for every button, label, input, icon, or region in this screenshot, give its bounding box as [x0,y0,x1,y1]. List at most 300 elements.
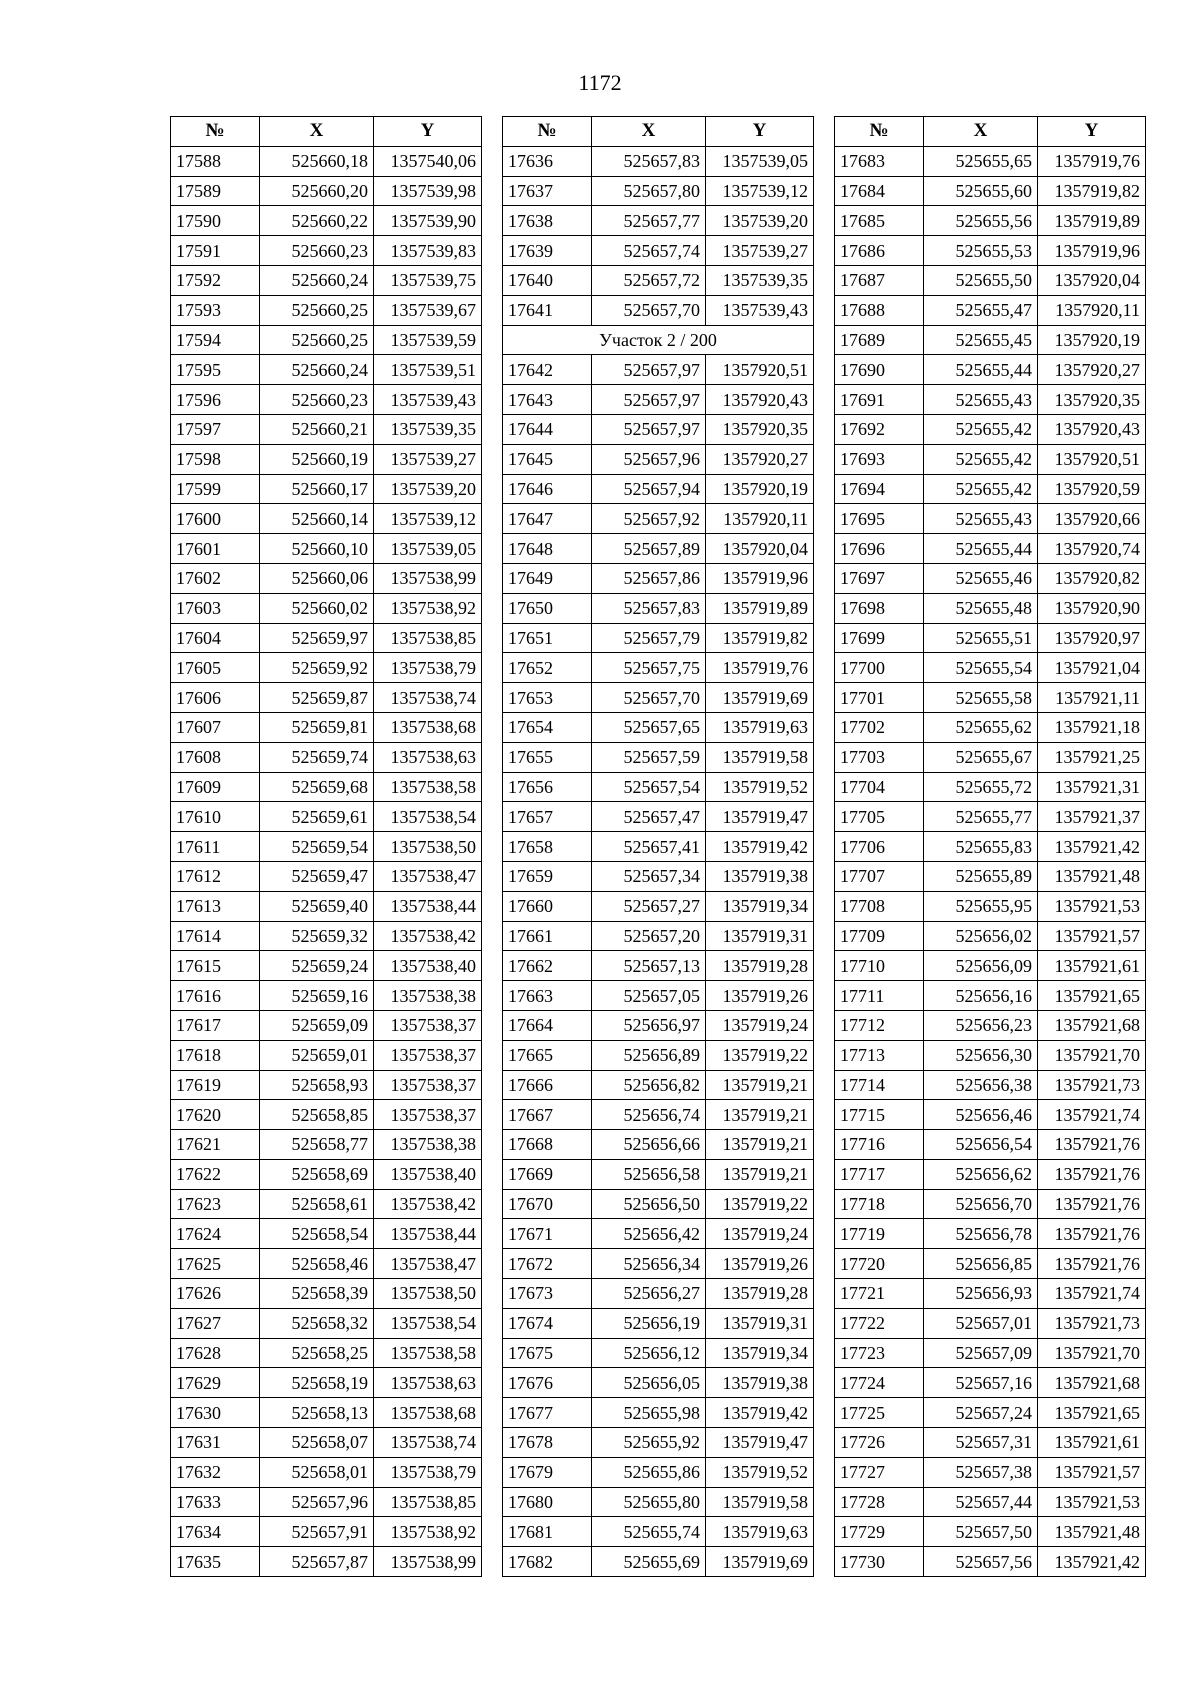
section-row [503,325,814,355]
y-coordinate-cell: 1357539,59 [374,325,482,355]
y-coordinate-cell: 1357919,76 [706,653,814,683]
y-coordinate-cell: 1357538,40 [374,951,482,981]
point-number-cell: 17657 [503,802,592,832]
x-coordinate-cell: 525659,68 [260,772,374,802]
table-row [503,981,814,1011]
table-row [171,712,482,742]
table-row [171,1517,482,1547]
y-coordinate-cell: 1357921,31 [1038,772,1146,802]
point-number-cell: 17601 [171,534,260,564]
x-coordinate-cell: 525657,87 [260,1547,374,1577]
x-coordinate-cell: 525655,58 [924,683,1038,713]
y-coordinate-cell: 1357921,57 [1038,1457,1146,1487]
point-number-cell: 17690 [835,355,924,385]
table-row [835,1517,1146,1547]
table-row [503,1130,814,1160]
x-coordinate-cell: 525655,72 [924,772,1038,802]
point-number-cell: 17671 [503,1219,592,1249]
x-coordinate-cell: 525660,19 [260,444,374,474]
x-coordinate-cell: 525657,09 [924,1338,1038,1368]
point-number-cell: 17725 [835,1398,924,1428]
point-number-cell: 17702 [835,712,924,742]
y-coordinate-cell: 1357920,35 [1038,385,1146,415]
y-coordinate-cell: 1357538,85 [374,623,482,653]
x-coordinate-cell: 525660,06 [260,563,374,593]
y-coordinate-cell: 1357539,20 [374,474,482,504]
y-coordinate-cell: 1357921,74 [1038,1100,1146,1130]
y-coordinate-cell: 1357921,37 [1038,802,1146,832]
x-coordinate-cell: 525659,40 [260,891,374,921]
point-number-cell: 17696 [835,534,924,564]
point-number-cell: 17682 [503,1547,592,1577]
x-coordinate-cell: 525655,48 [924,593,1038,623]
x-coordinate-cell: 525658,93 [260,1070,374,1100]
table-row [503,534,814,564]
x-coordinate-cell: 525655,42 [924,414,1038,444]
point-number-cell: 17656 [503,772,592,802]
x-coordinate-cell: 525656,19 [592,1308,706,1338]
y-coordinate-cell: 1357538,44 [374,891,482,921]
table-row [835,802,1146,832]
x-coordinate-cell: 525657,96 [260,1487,374,1517]
y-coordinate-cell: 1357920,82 [1038,563,1146,593]
x-coordinate-cell: 525657,96 [592,444,706,474]
x-coordinate-cell: 525656,12 [592,1338,706,1368]
y-coordinate-cell: 1357920,51 [1038,444,1146,474]
point-number-cell: 17697 [835,563,924,593]
point-number-cell: 17623 [171,1189,260,1219]
point-number-cell: 17670 [503,1189,592,1219]
y-coordinate-cell: 1357919,24 [706,1219,814,1249]
table-row [171,742,482,772]
point-number-cell: 17668 [503,1130,592,1160]
table-row [503,1457,814,1487]
table-row [835,1457,1146,1487]
point-number-cell: 17695 [835,504,924,534]
y-coordinate-cell: 1357921,68 [1038,1368,1146,1398]
point-number-cell: 17691 [835,385,924,415]
x-coordinate-cell: 525655,92 [592,1428,706,1458]
y-coordinate-cell: 1357538,68 [374,712,482,742]
point-number-cell: 17714 [835,1070,924,1100]
x-coordinate-cell: 525657,50 [924,1517,1038,1547]
x-coordinate-cell: 525657,70 [592,295,706,325]
table-row [171,772,482,802]
table-row [835,504,1146,534]
point-number-cell: 17689 [835,325,924,355]
y-coordinate-cell: 1357921,53 [1038,891,1146,921]
point-number-cell: 17677 [503,1398,592,1428]
y-coordinate-cell: 1357921,57 [1038,921,1146,951]
point-number-cell: 17661 [503,921,592,951]
y-coordinate-cell: 1357539,75 [374,265,482,295]
y-coordinate-cell: 1357919,89 [706,593,814,623]
point-number-cell: 17728 [835,1487,924,1517]
y-coordinate-cell: 1357919,69 [706,683,814,713]
y-coordinate-cell: 1357921,25 [1038,742,1146,772]
x-coordinate-cell: 525656,30 [924,1040,1038,1070]
table-header-row [835,117,1146,147]
x-coordinate-cell: 525657,24 [924,1398,1038,1428]
y-coordinate-cell: 1357919,34 [706,1338,814,1368]
y-coordinate-cell: 1357538,99 [374,1547,482,1577]
table-row [835,176,1146,206]
y-coordinate-cell: 1357919,47 [706,802,814,832]
y-coordinate-cell: 1357539,35 [706,265,814,295]
y-coordinate-cell: 1357538,92 [374,593,482,623]
y-coordinate-cell: 1357539,05 [706,146,814,176]
y-coordinate-cell: 1357919,82 [706,623,814,653]
y-coordinate-cell: 1357920,43 [706,385,814,415]
y-coordinate-cell: 1357921,53 [1038,1487,1146,1517]
x-coordinate-cell: 525655,44 [924,355,1038,385]
x-coordinate-cell: 525657,74 [592,236,706,266]
x-coordinate-cell: 525655,53 [924,236,1038,266]
point-number-cell: 17716 [835,1130,924,1160]
x-coordinate-cell: 525656,78 [924,1219,1038,1249]
y-coordinate-cell: 1357920,27 [706,444,814,474]
point-number-cell: 17708 [835,891,924,921]
y-coordinate-cell: 1357539,20 [706,206,814,236]
table-row [171,861,482,891]
point-number-cell: 17675 [503,1338,592,1368]
point-number-cell: 17612 [171,861,260,891]
point-number-cell: 17621 [171,1130,260,1160]
x-coordinate-cell: 525655,54 [924,653,1038,683]
y-coordinate-cell: 1357919,58 [706,742,814,772]
table-row [503,832,814,862]
y-coordinate-cell: 1357538,38 [374,1130,482,1160]
table-row [171,981,482,1011]
point-number-cell: 17635 [171,1547,260,1577]
table-row [835,921,1146,951]
table-row [503,921,814,951]
y-coordinate-cell: 1357919,21 [706,1159,814,1189]
table-row [835,1130,1146,1160]
coordinates-table-3 [834,116,1146,1577]
y-coordinate-cell: 1357539,83 [374,236,482,266]
point-number-cell: 17667 [503,1100,592,1130]
table-row [503,742,814,772]
y-coordinate-cell: 1357921,48 [1038,861,1146,891]
table-row [835,1547,1146,1577]
table-row [835,236,1146,266]
x-coordinate-cell: 525656,89 [592,1040,706,1070]
y-coordinate-cell: 1357919,96 [1038,236,1146,266]
point-number-cell: 17706 [835,832,924,862]
y-coordinate-cell: 1357538,50 [374,832,482,862]
y-coordinate-cell: 1357921,70 [1038,1338,1146,1368]
point-number-cell: 17658 [503,832,592,862]
table-row [835,832,1146,862]
point-number-cell: 17636 [503,146,592,176]
y-coordinate-cell: 1357919,47 [706,1428,814,1458]
y-coordinate-cell: 1357919,69 [706,1547,814,1577]
x-coordinate-cell: 525655,74 [592,1517,706,1547]
table-row [503,1428,814,1458]
point-number-cell: 17614 [171,921,260,951]
x-coordinate-cell: 525655,69 [592,1547,706,1577]
point-number-cell: 17639 [503,236,592,266]
y-coordinate-cell: 1357539,98 [374,176,482,206]
table-row [503,236,814,266]
point-number-cell: 17721 [835,1279,924,1309]
point-number-cell: 17715 [835,1100,924,1130]
point-number-cell: 17622 [171,1159,260,1189]
point-number-cell: 17624 [171,1219,260,1249]
y-coordinate-cell: 1357538,99 [374,563,482,593]
y-coordinate-cell: 1357538,40 [374,1159,482,1189]
table-row [171,325,482,355]
x-coordinate-cell: 525657,13 [592,951,706,981]
point-number-cell: 17648 [503,534,592,564]
point-number-cell: 17730 [835,1547,924,1577]
table-header-row [171,117,482,147]
y-coordinate-cell: 1357919,89 [1038,206,1146,236]
table-row [835,653,1146,683]
y-coordinate-cell: 1357919,31 [706,1308,814,1338]
y-coordinate-cell: 1357539,51 [374,355,482,385]
point-number-cell: 17729 [835,1517,924,1547]
y-coordinate-cell: 1357919,38 [706,1368,814,1398]
point-number-cell: 17665 [503,1040,592,1070]
x-coordinate-cell: 525656,58 [592,1159,706,1189]
table-row [171,504,482,534]
point-number-cell: 17596 [171,385,260,415]
y-coordinate-cell: 1357919,26 [706,981,814,1011]
x-coordinate-cell: 525655,47 [924,295,1038,325]
table-row [171,593,482,623]
y-coordinate-cell: 1357539,35 [374,414,482,444]
table-row [171,1428,482,1458]
table-row [503,1010,814,1040]
y-coordinate-cell: 1357919,76 [1038,146,1146,176]
point-number-cell: 17727 [835,1457,924,1487]
table-row [503,1368,814,1398]
coordinates-table-1 [170,116,482,1577]
point-number-cell: 17659 [503,861,592,891]
x-coordinate-cell: 525655,44 [924,534,1038,564]
table-row [171,951,482,981]
x-coordinate-cell: 525658,01 [260,1457,374,1487]
y-coordinate-cell: 1357921,65 [1038,981,1146,1011]
y-coordinate-cell: 1357919,22 [706,1040,814,1070]
point-number-cell: 17599 [171,474,260,504]
point-number-cell: 17593 [171,295,260,325]
table-row [503,772,814,802]
x-coordinate-cell: 525657,92 [592,504,706,534]
x-coordinate-cell: 525657,05 [592,981,706,1011]
table-row [835,1010,1146,1040]
point-number-cell: 17703 [835,742,924,772]
point-number-cell: 17646 [503,474,592,504]
point-number-cell: 17686 [835,236,924,266]
y-coordinate-cell: 1357919,82 [1038,176,1146,206]
table-row [835,891,1146,921]
table-row [171,1279,482,1309]
table-row [835,623,1146,653]
x-coordinate-cell: 525660,20 [260,176,374,206]
x-coordinate-cell: 525659,87 [260,683,374,713]
y-coordinate-cell: 1357921,73 [1038,1308,1146,1338]
table-row [835,742,1146,772]
point-number-cell: 17632 [171,1457,260,1487]
table-row [503,1100,814,1130]
point-number-cell: 17588 [171,146,260,176]
point-number-cell: 17638 [503,206,592,236]
column-header-y: Y [706,117,814,147]
table-body [503,146,814,1576]
x-coordinate-cell: 525655,95 [924,891,1038,921]
y-coordinate-cell: 1357919,21 [706,1070,814,1100]
point-number-cell: 17692 [835,414,924,444]
x-coordinate-cell: 525657,34 [592,861,706,891]
x-coordinate-cell: 525656,50 [592,1189,706,1219]
x-coordinate-cell: 525655,46 [924,563,1038,593]
table-row [171,563,482,593]
table-row [503,683,814,713]
table-row [503,504,814,534]
table-row [503,295,814,325]
x-coordinate-cell: 525660,14 [260,504,374,534]
x-coordinate-cell: 525657,20 [592,921,706,951]
y-coordinate-cell: 1357540,06 [374,146,482,176]
table-row [171,653,482,683]
y-coordinate-cell: 1357539,12 [706,176,814,206]
point-number-cell: 17680 [503,1487,592,1517]
y-coordinate-cell: 1357920,43 [1038,414,1146,444]
table-row [503,474,814,504]
table-row [835,1487,1146,1517]
y-coordinate-cell: 1357539,05 [374,534,482,564]
point-number-cell: 17669 [503,1159,592,1189]
table-row [503,951,814,981]
point-number-cell: 17652 [503,653,592,683]
point-number-cell: 17600 [171,504,260,534]
y-coordinate-cell: 1357538,47 [374,861,482,891]
x-coordinate-cell: 525656,27 [592,1279,706,1309]
x-coordinate-cell: 525658,54 [260,1219,374,1249]
x-coordinate-cell: 525655,86 [592,1457,706,1487]
table-row [171,355,482,385]
x-coordinate-cell: 525659,09 [260,1010,374,1040]
x-coordinate-cell: 525657,97 [592,414,706,444]
y-coordinate-cell: 1357920,27 [1038,355,1146,385]
table-row [503,444,814,474]
point-number-cell: 17712 [835,1010,924,1040]
point-number-cell: 17684 [835,176,924,206]
y-coordinate-cell: 1357919,63 [706,1517,814,1547]
table-row [171,1398,482,1428]
x-coordinate-cell: 525655,50 [924,265,1038,295]
table-row [171,1487,482,1517]
x-coordinate-cell: 525659,32 [260,921,374,951]
table-row [503,146,814,176]
table-row [503,265,814,295]
table-row [171,1547,482,1577]
x-coordinate-cell: 525656,85 [924,1249,1038,1279]
y-coordinate-cell: 1357539,43 [374,385,482,415]
point-number-cell: 17704 [835,772,924,802]
x-coordinate-cell: 525660,24 [260,265,374,295]
y-coordinate-cell: 1357538,74 [374,683,482,713]
y-coordinate-cell: 1357919,24 [706,1010,814,1040]
x-coordinate-cell: 525657,94 [592,474,706,504]
y-coordinate-cell: 1357921,61 [1038,951,1146,981]
point-number-cell: 17611 [171,832,260,862]
table-row [835,981,1146,1011]
table-row [835,1308,1146,1338]
y-coordinate-cell: 1357921,76 [1038,1249,1146,1279]
table-row [835,474,1146,504]
x-coordinate-cell: 525656,70 [924,1189,1038,1219]
y-coordinate-cell: 1357539,67 [374,295,482,325]
point-number-cell: 17676 [503,1368,592,1398]
y-coordinate-cell: 1357538,42 [374,1189,482,1219]
table-row [171,1189,482,1219]
x-coordinate-cell: 525657,97 [592,385,706,415]
y-coordinate-cell: 1357920,35 [706,414,814,444]
y-coordinate-cell: 1357920,90 [1038,593,1146,623]
y-coordinate-cell: 1357921,42 [1038,832,1146,862]
point-number-cell: 17641 [503,295,592,325]
x-coordinate-cell: 525655,89 [924,861,1038,891]
column-header-y: Y [1038,117,1146,147]
table-row [503,1279,814,1309]
point-number-cell: 17664 [503,1010,592,1040]
table-row [171,1338,482,1368]
x-coordinate-cell: 525657,56 [924,1547,1038,1577]
section-label: Участок 2 / 200 [503,325,814,355]
point-number-cell: 17701 [835,683,924,713]
point-number-cell: 17633 [171,1487,260,1517]
table-row [503,1517,814,1547]
point-number-cell: 17717 [835,1159,924,1189]
y-coordinate-cell: 1357539,12 [374,504,482,534]
point-number-cell: 17631 [171,1428,260,1458]
table-row [835,146,1146,176]
table-row [503,1487,814,1517]
y-coordinate-cell: 1357538,44 [374,1219,482,1249]
x-coordinate-cell: 525656,46 [924,1100,1038,1130]
point-number-cell: 17726 [835,1428,924,1458]
point-number-cell: 17705 [835,802,924,832]
table-row [171,206,482,236]
point-number-cell: 17589 [171,176,260,206]
coordinates-table-2 [502,116,814,1577]
point-number-cell: 17653 [503,683,592,713]
y-coordinate-cell: 1357921,76 [1038,1189,1146,1219]
point-number-cell: 17597 [171,414,260,444]
x-coordinate-cell: 525657,70 [592,683,706,713]
y-coordinate-cell: 1357920,97 [1038,623,1146,653]
column-header-x: X [260,117,374,147]
x-coordinate-cell: 525657,38 [924,1457,1038,1487]
point-number-cell: 17606 [171,683,260,713]
x-coordinate-cell: 525659,97 [260,623,374,653]
x-coordinate-cell: 525655,42 [924,444,1038,474]
point-number-cell: 17687 [835,265,924,295]
point-number-cell: 17620 [171,1100,260,1130]
x-coordinate-cell: 525657,83 [592,146,706,176]
x-coordinate-cell: 525655,42 [924,474,1038,504]
x-coordinate-cell: 525656,54 [924,1130,1038,1160]
x-coordinate-cell: 525657,54 [592,772,706,802]
y-coordinate-cell: 1357539,27 [374,444,482,474]
point-number-cell: 17650 [503,593,592,623]
x-coordinate-cell: 525657,77 [592,206,706,236]
table-row [503,712,814,742]
